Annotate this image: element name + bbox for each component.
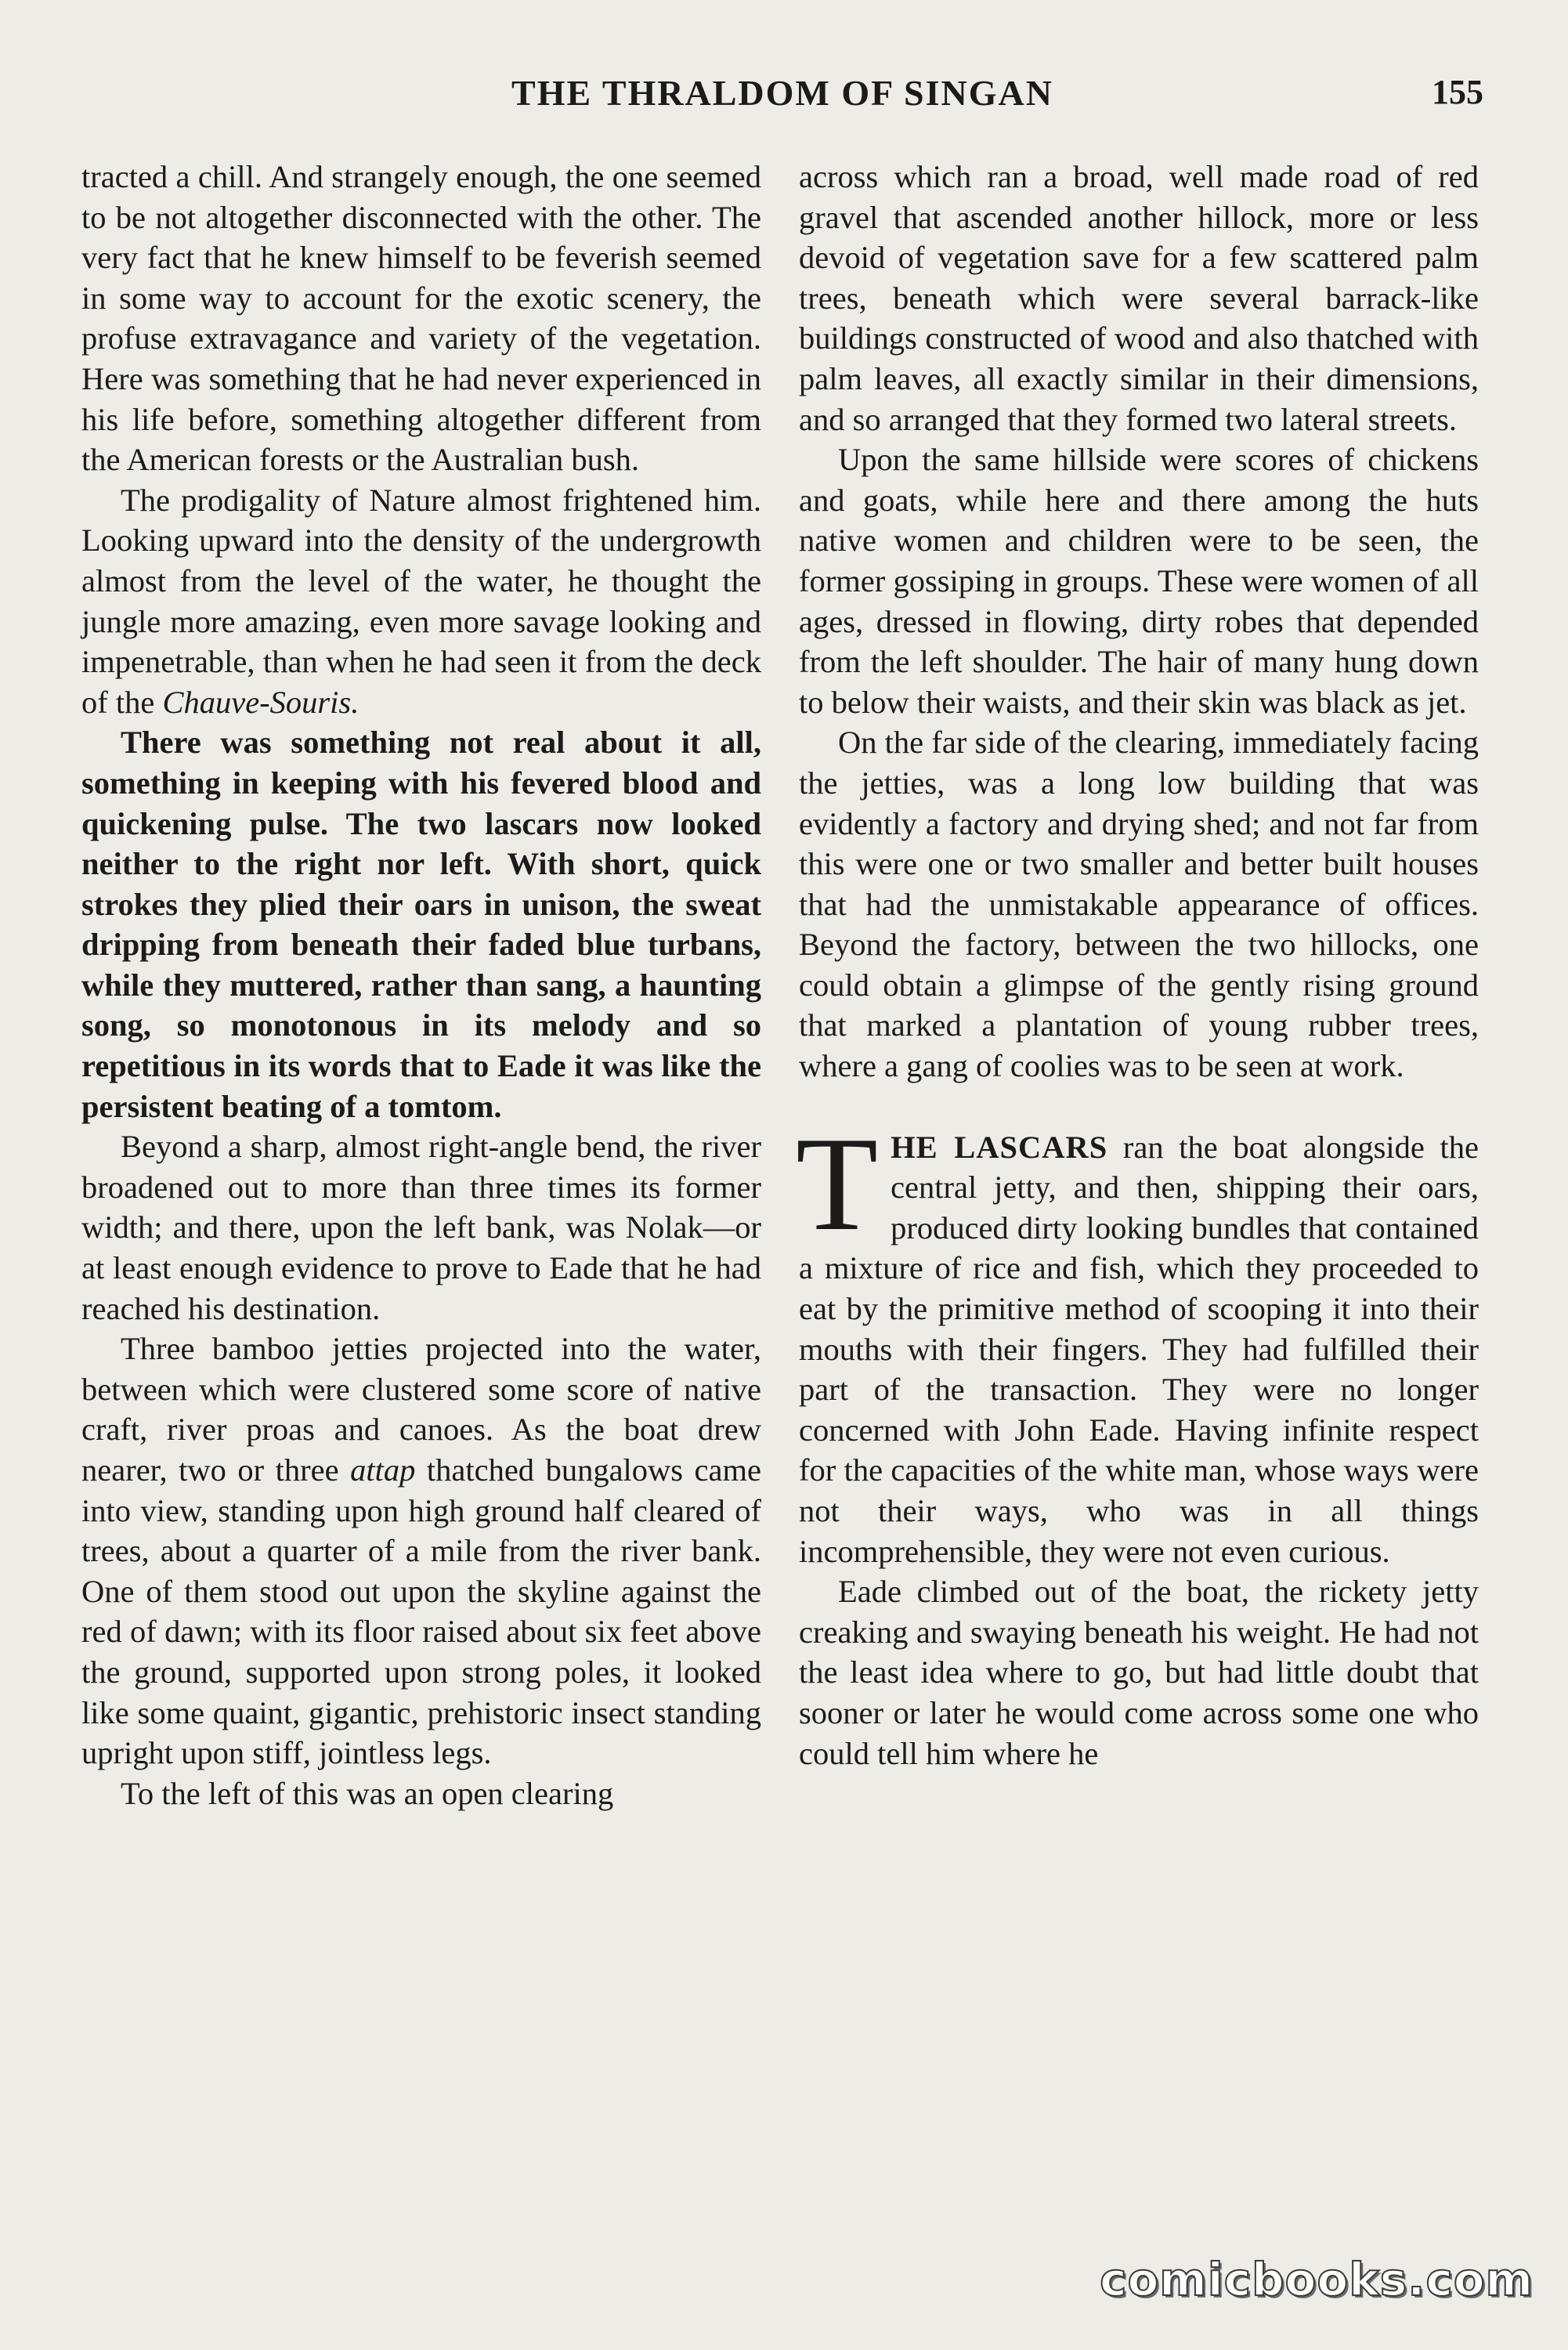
right-column bbox=[796, 157, 1479, 1773]
drop-cap: T bbox=[796, 1109, 879, 1259]
paragraph-factory: On the far side of the clearing, immediately facing the jetties, was a long low building that was evidently a factory and drying shed; and not far from this were one or two smaller and better built houses that had the unmistakable appearance of offices. Beyond the factory, between the two hillocks, one could obtain a glimpse of the gently rising ground that marked a plantation of young rubber trees, where a gang of coolies was to be seen at work. bbox=[799, 725, 1479, 1084]
paragraph-continued: tracted a chill. And strangely enough, the one seemed to be not altogether disconnected with the other. The very fact that he knew himself to be feverish seemed in some way to account for the exotic scenery, the profuse extravagance and variety of the vegetation. Here was something that he had never experienced in his life before, something altogether different from the American forests or the Australian bush. bbox=[81, 159, 761, 478]
lead-in-caps: HE LASCARS bbox=[891, 1129, 1108, 1165]
paragraph-lascars bbox=[796, 1109, 1479, 1572]
paragraph-river-bend: Beyond a sharp, almost right-angle bend, the river broadened out to more than three times its former width; and there, upon the left bank, was Nolak—or at least enough evidence to prove to Eade that he had reached his destination. bbox=[81, 1129, 761, 1326]
left-column bbox=[81, 157, 761, 1813]
paragraph-jetties bbox=[81, 1329, 761, 1773]
paragraph-text: thatched bungalows came into view, standing upon high ground half cleared of trees, about a quarter of a mile from the river bank. One of them stood out upon the skyline against the red of dawn; with its floor raised about six feet above the ground, supported upon strong poles, it looked like some quaint, gigantic, prehistoric insect standing upright upon stiff, jointless legs. bbox=[81, 1452, 761, 1771]
paragraph-clearing: To the left of this was an open clearing bbox=[121, 1775, 614, 1811]
site-watermark: comicbooks.com bbox=[1100, 2253, 1534, 2306]
paragraph-text: Three bamboo jetties projected into the water, between which were clustered some score of native craft, river proas and canoes. As the boat drew nearer, two or three bbox=[81, 1331, 761, 1488]
running-header bbox=[81, 72, 1483, 127]
paragraph-hillside: Upon the same hillside were scores of chickens and goats, while here and there among the huts native women and children were to be seen, the former gossiping in groups. These were women of all ages, dressed in flowing, dirty robes that depended from the left shoulder. The hair of many hung down to below their waists, and their skin was black as jet. bbox=[799, 442, 1479, 720]
paragraph-not-real: There was something not real about it all, something in keeping with his fevered blood and quickening pulse. The two lascars now looked neither to the right nor left. With short, quick strokes they plied their oars in unison, the sweat dripping from beneath their faded blue turbans, while they muttered, rather than sang, a haunting song, so monotonous in its melody and so repetitious in its words that to Eade it was like the persistent beating of a tomtom. bbox=[81, 725, 761, 1124]
paragraph-road: across which ran a broad, well made road of red gravel that ascended another hillock, more or less devoid of vegetation save for a few scattered palm trees, beneath which were several barrack-like buildings constructed of wood and also thatched with palm leaves, all exactly similar in their dimensions, and so arranged that they formed two lateral streets. bbox=[799, 159, 1479, 437]
running-title: THE THRALDOM OF SINGAN bbox=[511, 73, 1053, 113]
attap-term: attap bbox=[350, 1452, 416, 1488]
paragraph-prodigality bbox=[81, 480, 761, 723]
paragraph-eade-climbed: Eade climbed out of the boat, the rickety jetty creaking and swaying beneath his weight. He had not the least idea where to go, but had little doubt that sooner or later he would come across some one who could tell him where he bbox=[799, 1574, 1479, 1771]
paragraph-text: The prodigality of Nature almost frightened him. Looking upward into the density of the undergrowth almost from the level of the water, he thought the jungle more amazing, even more savage looking and impenetrable, than when he had seen it from the deck of the bbox=[81, 482, 761, 720]
ship-name: Chauve-Souris. bbox=[162, 684, 359, 720]
paragraph-text: ran the boat alongside the central jetty, and then, shipping their oars, produced dirty looking bundles that contained a mixture of rice and fish, which they proceeded to eat by the primitive method of scooping it into their mouths with their fingers. They had fulfilled their part of the transaction. They were no longer concerned with John Eade. Having infinite respect for the capacities of the white man, whose ways were not their ways, who was in all things incomprehensible, they were not even curious. bbox=[799, 1129, 1479, 1569]
page-number: 155 bbox=[1432, 73, 1483, 111]
